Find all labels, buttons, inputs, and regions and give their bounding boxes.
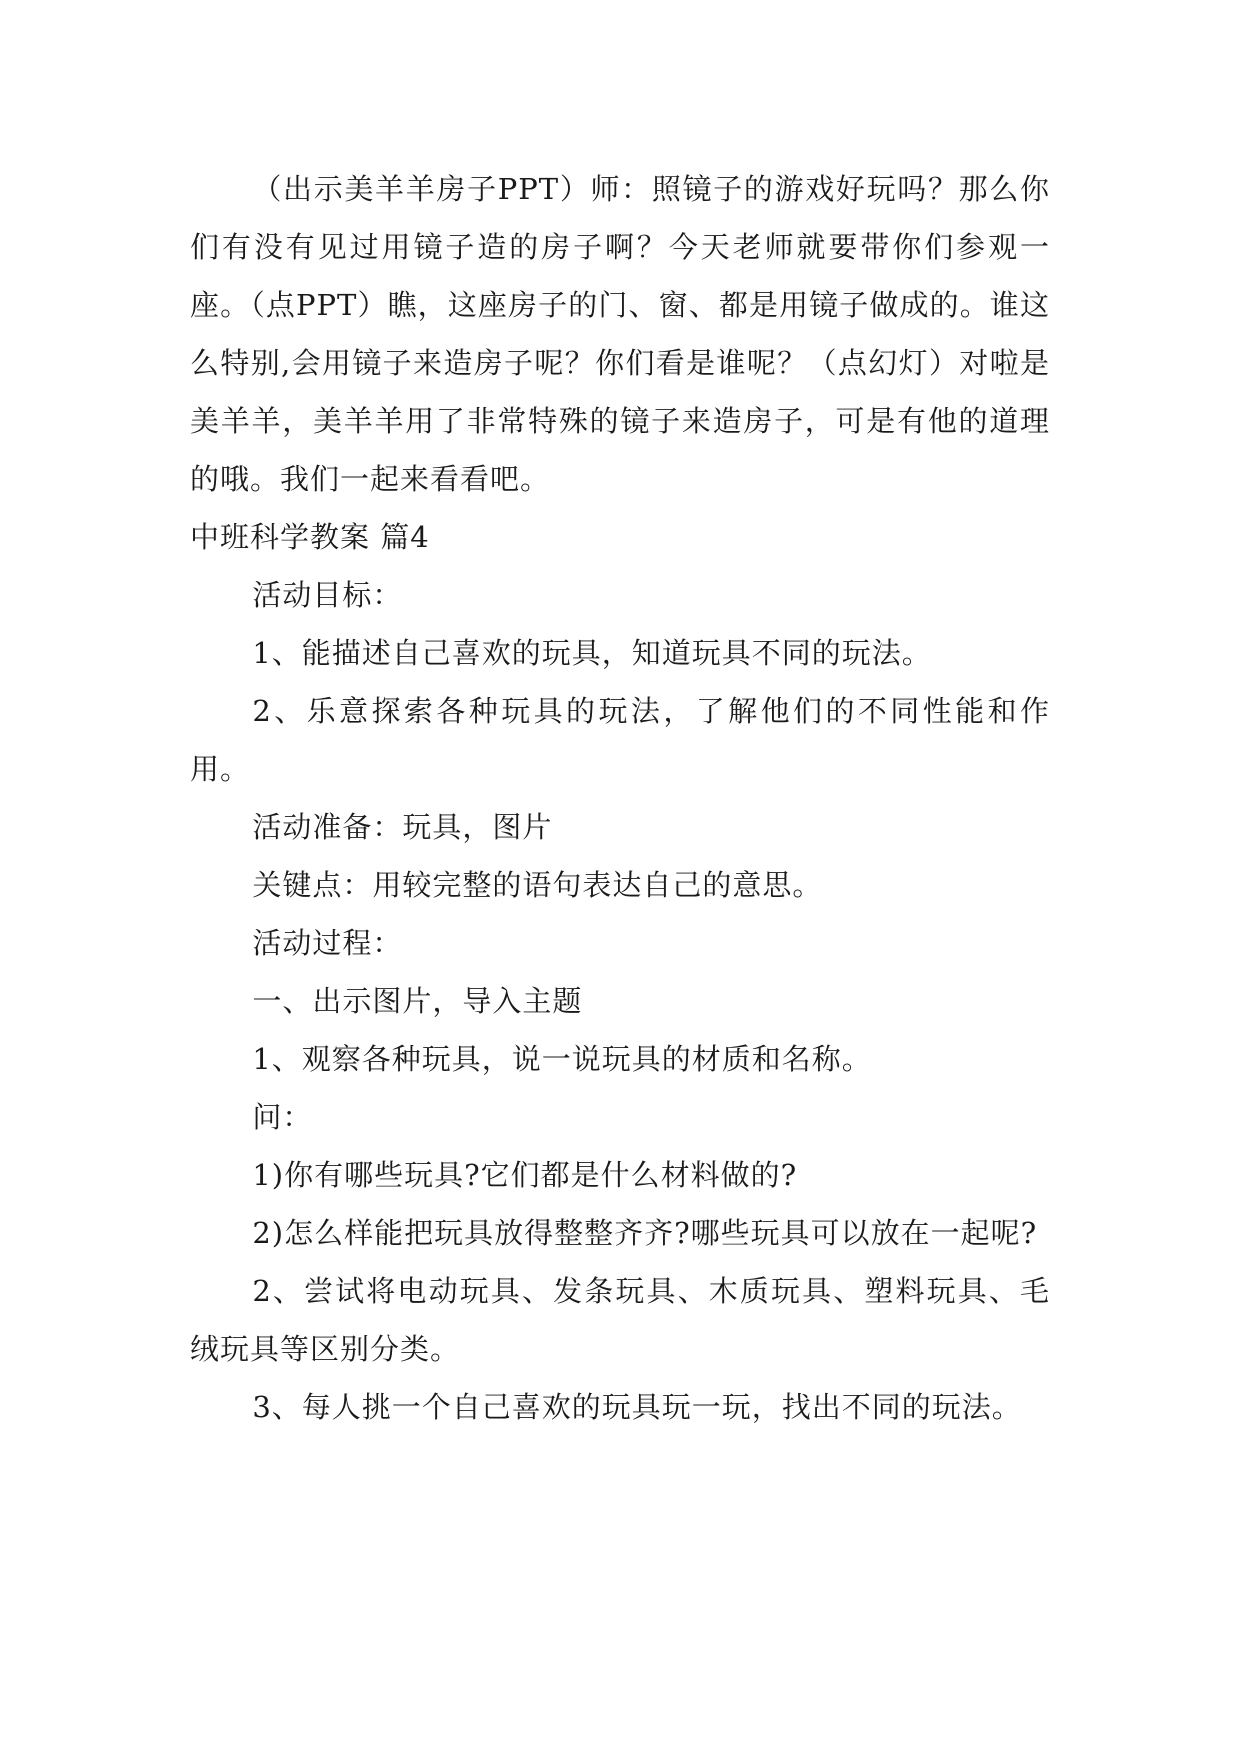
paragraph-classify: 2、尝试将电动玩具、发条玩具、木质玩具、塑料玩具、毛绒玩具等区别分类。: [190, 1274, 1050, 1366]
paragraph-activity-goals: 活动目标：: [252, 578, 403, 612]
paragraph-ask: 问：: [252, 1100, 313, 1134]
document-body: [190, 160, 1050, 1436]
paragraph-play: 3、每人挑一个自己喜欢的玩具玩一玩，找出不同的玩法。: [252, 1390, 1022, 1424]
paragraph-goal-1: 1、能描述自己喜欢的玩具，知道玩具不同的玩法。: [252, 636, 932, 670]
paragraph-key-point: 关键点：用较完整的语句表达自己的意思。: [252, 868, 823, 902]
section-title: 中班科学教案 篇4: [190, 520, 430, 554]
intro-paragraph: （出示美羊羊房子PPT）师：照镜子的游戏好玩吗？那么你们有没有见过用镜子造的房子啊？今天老师就要带你们参观一座。（点PPT）瞧，这座房子的门、窗、都是用镜子做成的。谁这么特别,会用镜子来造房子呢？你们看是谁呢？（点幻灯）对啦是美羊羊，美羊羊用了非常特殊的镜子来造房子，可是有他的道理的哦。我们一起来看看吧。: [190, 172, 1050, 496]
paragraph-observe: 1、观察各种玩具，说一说玩具的材质和名称。: [252, 1042, 872, 1076]
paragraph-question-2: 2)怎么样能把玩具放得整整齐齐?哪些玩具可以放在一起呢?: [252, 1216, 1038, 1250]
paragraph-goal-2: 2、乐意探索各种玩具的玩法，了解他们的不同性能和作用。: [190, 694, 1050, 786]
paragraph-step-one: 一、出示图片，导入主题: [252, 984, 583, 1018]
paragraph-question-1: 1)你有哪些玩具?它们都是什么材料做的?: [252, 1158, 798, 1192]
paragraph-preparation: 活动准备：玩具，图片: [252, 810, 553, 844]
paragraph-process: 活动过程：: [252, 926, 403, 960]
